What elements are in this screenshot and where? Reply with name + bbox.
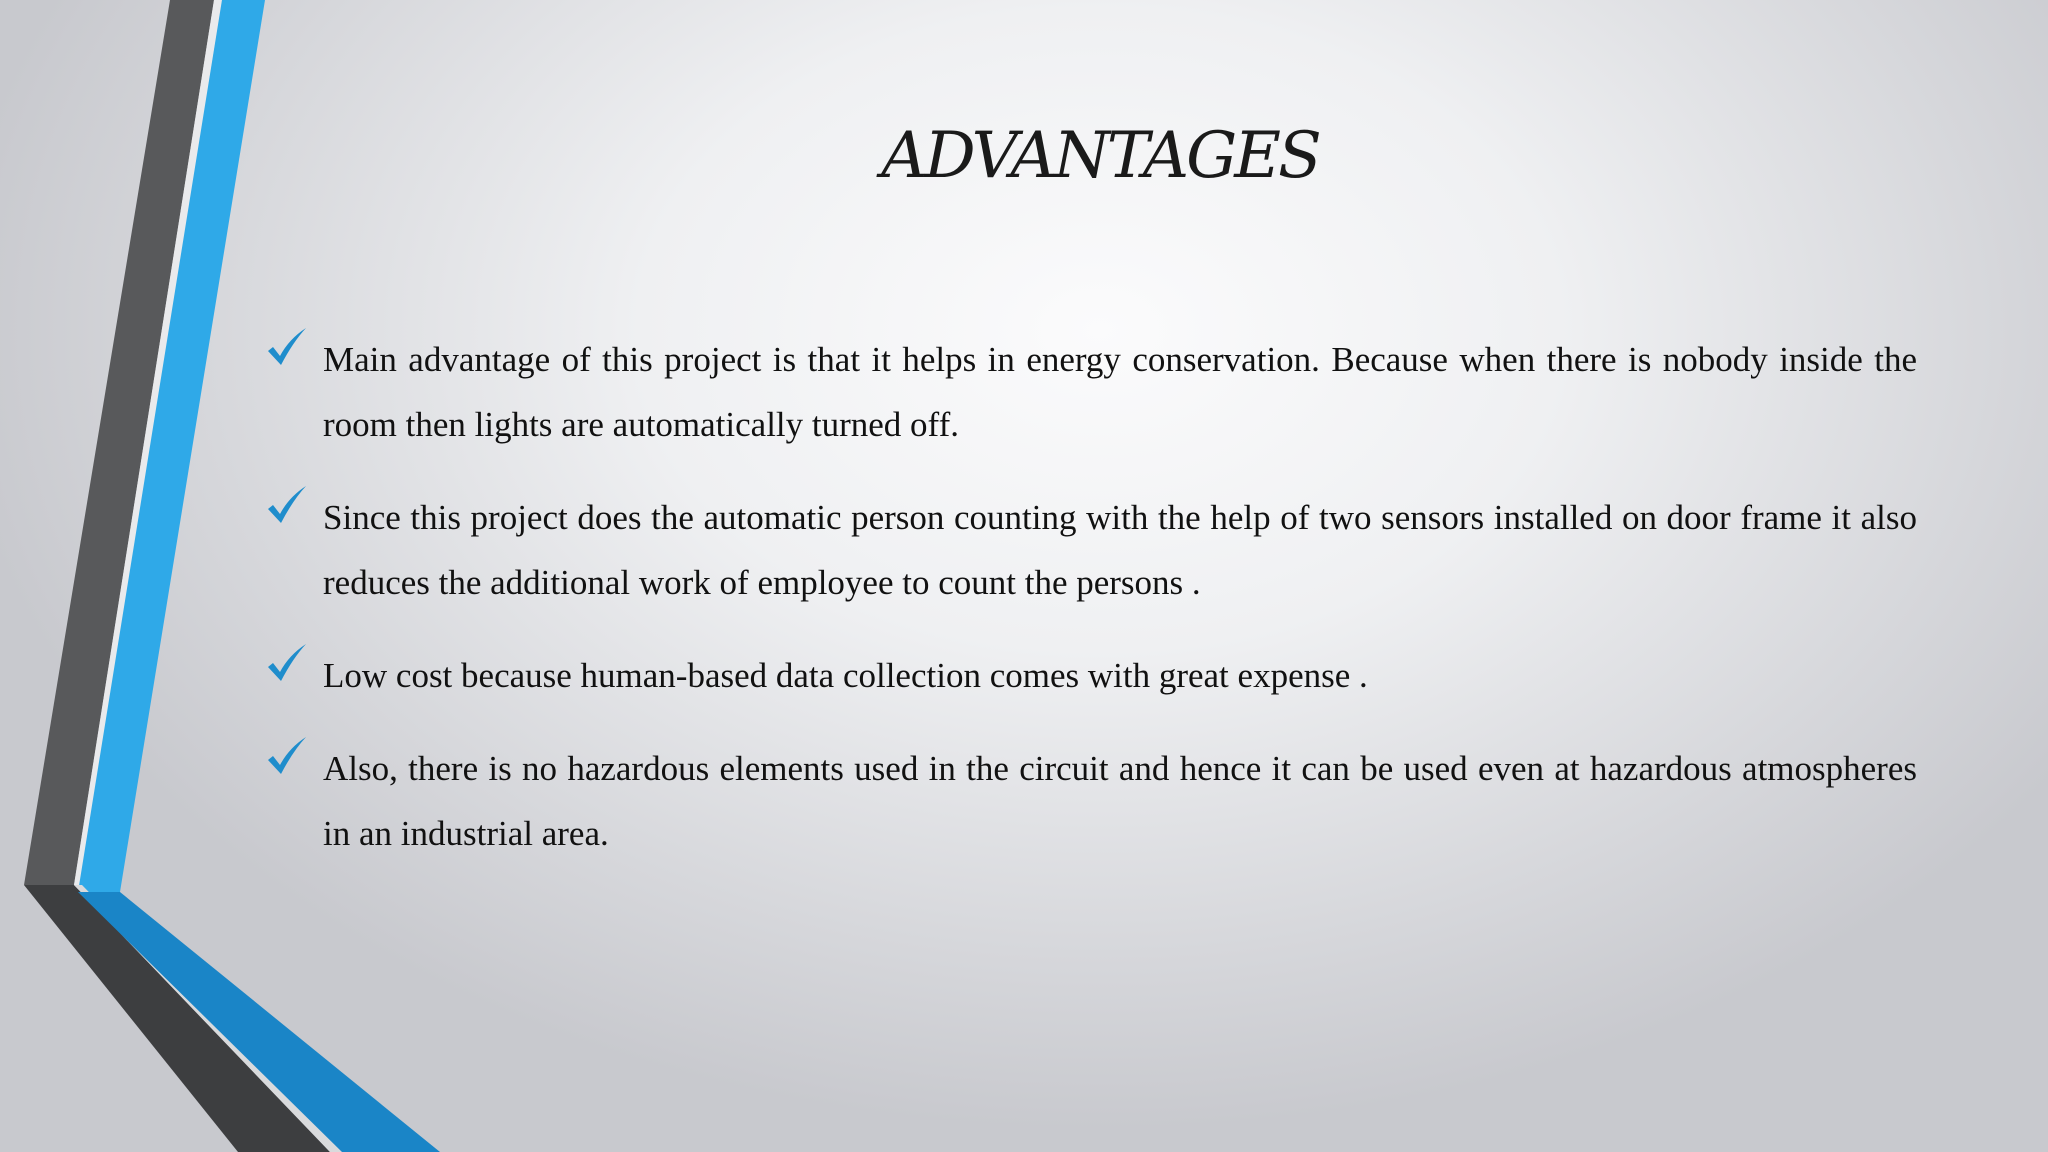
bullet-item — [262, 485, 1917, 615]
checkmark-icon — [265, 736, 309, 780]
checkmark-icon — [265, 485, 309, 529]
slide-title: ADVANTAGES — [881, 119, 1319, 193]
bullet-item — [262, 643, 1917, 708]
bullet-text: Main advantage of this project is that it helps in energy conservation. Because when there is nobody inside the room then lights are automatically turned off. — [323, 340, 1917, 444]
title-container — [600, 112, 1600, 200]
dark-diagonal-stripe — [24, 885, 330, 1152]
checkmark-icon — [265, 327, 309, 371]
bullet-list — [262, 327, 1917, 894]
bullet-item — [262, 736, 1917, 866]
checkmark-icon — [265, 643, 309, 687]
light-separator-stripe — [74, 0, 222, 885]
bullet-item — [262, 327, 1917, 457]
bullet-text: Low cost because human-based data collection comes with great expense . — [323, 656, 1368, 695]
bullet-text: Since this project does the automatic person counting with the help of two sensors installed on door frame it also reduces the additional work of employee to count the persons . — [323, 498, 1917, 602]
bullet-text: Also, there is no hazardous elements used in the circuit and hence it can be used even at hazardous atmospheres in an industrial area. — [323, 749, 1917, 853]
